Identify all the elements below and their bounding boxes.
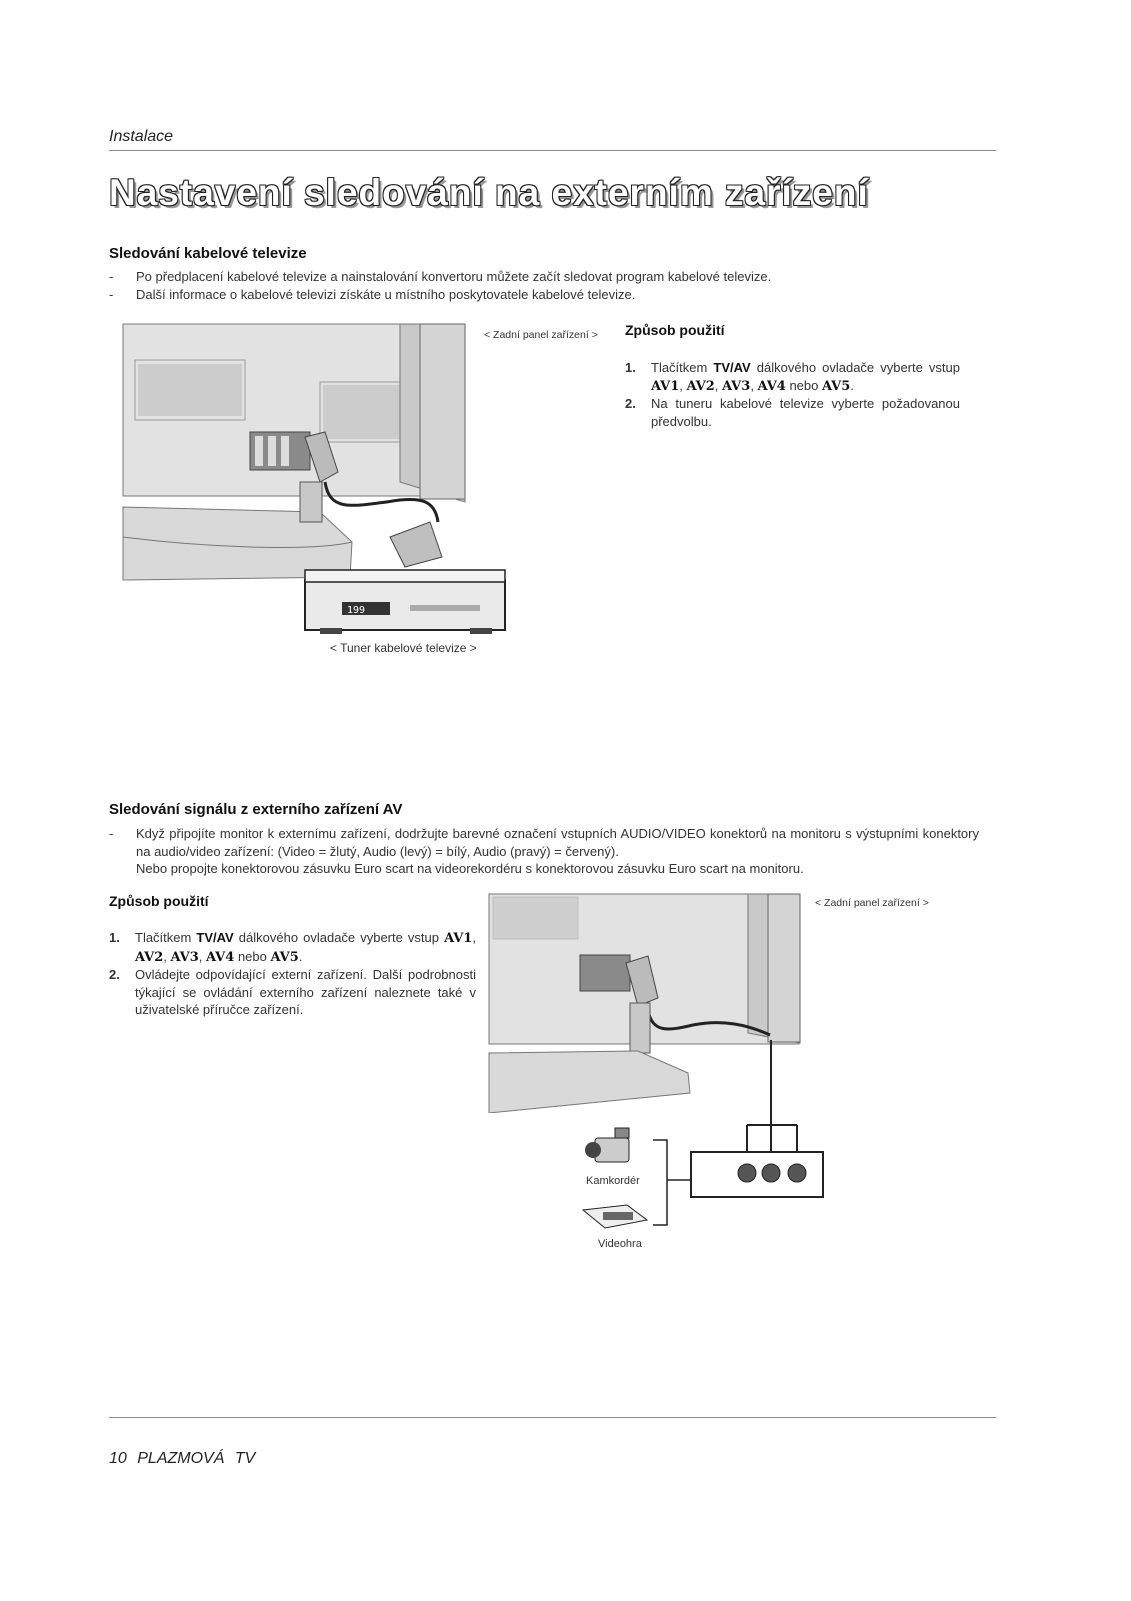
- input-av4: AV4: [206, 949, 235, 965]
- bullet-text: Když připojíte monitor k externímu zařízení, dodržujte barevné označení vstupních AUDIO/VIDEO konektorů na monitoru s výstupními konektory na audio/video zařízení: (Video = žlutý, Audio (levý) = bílý, Audio (pravý) = červený).: [136, 826, 979, 859]
- bullet-text: Po předplacení kabelové televize a nainstalování konvertoru můžete začít sledovat program kabelové televize.: [136, 269, 772, 284]
- step-text: Na tuneru kabelové televize vyberte požadovanou předvolbu.: [651, 396, 960, 429]
- header-rule: [109, 150, 996, 151]
- product-name: PLAZMOVÁ TV: [137, 1450, 256, 1467]
- step-number: 2.: [109, 967, 120, 982]
- step-item: [109, 966, 476, 1019]
- av-devices-illustration: [575, 1030, 835, 1260]
- step-item: [625, 395, 960, 430]
- input-av3: AV3: [722, 378, 751, 394]
- step-button-name: TV/AV: [196, 930, 234, 945]
- section2-heading: Sledování signálu z externího zařízení AV: [109, 801, 403, 818]
- bullet-text: Nebo propojte konektorovou zásuvku Euro scart na videorekordéru s konektorovou zásuvku Euro scart na monitoru.: [136, 861, 804, 876]
- or-text: nebo: [789, 377, 819, 393]
- step-text: dálkového ovladače vyberte vstup: [238, 930, 439, 945]
- usage-heading: Způsob použití: [625, 322, 725, 338]
- input-av3: AV3: [170, 949, 199, 965]
- panel-label-2: < Zadní panel zařízení >: [815, 897, 929, 909]
- input-av5: AV5: [270, 949, 299, 965]
- page-number: 10: [109, 1450, 127, 1467]
- input-av1: AV1: [651, 378, 680, 394]
- step-text: Tlačítkem: [135, 930, 192, 945]
- tuner-display: 199: [347, 605, 366, 616]
- input-av1: AV1: [444, 931, 473, 946]
- section1-heading: Sledování kabelové televize: [109, 245, 307, 262]
- usage-steps: [625, 359, 960, 430]
- step-item: 1. Tlačítkem TV/AV dálkového ovladače vyberte vstup AV1, AV2, AV3, AV4 nebo AV5.: [625, 360, 960, 394]
- or-text: nebo: [237, 948, 267, 964]
- camcorder-icon: [585, 1128, 629, 1162]
- step-number: 1.: [109, 930, 120, 945]
- bullet-text: Další informace o kabelové televizi získáte u místního poskytovatele kabelové televize.: [136, 287, 636, 302]
- footer: [109, 1450, 255, 1468]
- page-title: Nastavení sledování na externím zařízení: [109, 172, 869, 213]
- step-item: 1. Tlačítkem TV/AV dálkového ovladače vyberte vstup AV1, AV2, AV3, AV4 nebo AV5.: [109, 930, 476, 965]
- usage-heading-2: Způsob použití: [109, 893, 209, 909]
- input-av4: AV4: [757, 378, 786, 394]
- camcorder-label: Kamkordér: [586, 1175, 640, 1187]
- tuner-label: < Tuner kabelové televize >: [330, 641, 477, 655]
- step-text: Tlačítkem: [651, 360, 708, 375]
- footer-rule: [109, 1417, 996, 1418]
- bullet-item: - Po předplacení kabelové televize a nainstalování konvertoru můžete začít sledovat program kabelové televize.: [109, 269, 772, 284]
- input-av2: AV2: [686, 378, 715, 394]
- cable-tv-connection-illustration: [120, 322, 600, 647]
- step-text: dálkového ovladače vyberte vstup: [756, 360, 960, 375]
- input-av2: AV2: [135, 949, 164, 965]
- step-button-name: TV/AV: [713, 360, 751, 375]
- step-text: Ovládejte odpovídající externí zařízení. Další podrobnosti týkající se ovládání externího zařízení naleznete také v uživatelské příručce zařízení.: [135, 967, 476, 1017]
- input-av5: AV5: [822, 378, 851, 394]
- step-number: 1.: [625, 360, 636, 375]
- usage-steps-2: [109, 929, 476, 1019]
- videogame-icon: [583, 1205, 647, 1228]
- section-label: Instalace: [109, 128, 174, 145]
- bullet-item: - Další informace o kabelové televizi získáte u místního poskytovatele kabelové televize.: [109, 287, 636, 302]
- videogame-label: Videohra: [598, 1238, 642, 1250]
- section2-bullets: - Když připojíte monitor k externímu zařízení, dodržujte barevné označení vstupních AUDIO/VIDEO konektorů na monitoru s výstupními konektory na audio/video zařízení: (Video = žlutý, Audio (levý) = bílý, Audio (pravý) = červený). Nebo propojte konektorovou zásuvku Euro scart na videorekordéru s konektorovou zásuvku Euro scart na monitoru.: [109, 826, 979, 876]
- step-number: 2.: [625, 396, 636, 411]
- section1-bullets: [109, 268, 989, 304]
- panel-label: < Zadní panel zařízení >: [484, 329, 598, 341]
